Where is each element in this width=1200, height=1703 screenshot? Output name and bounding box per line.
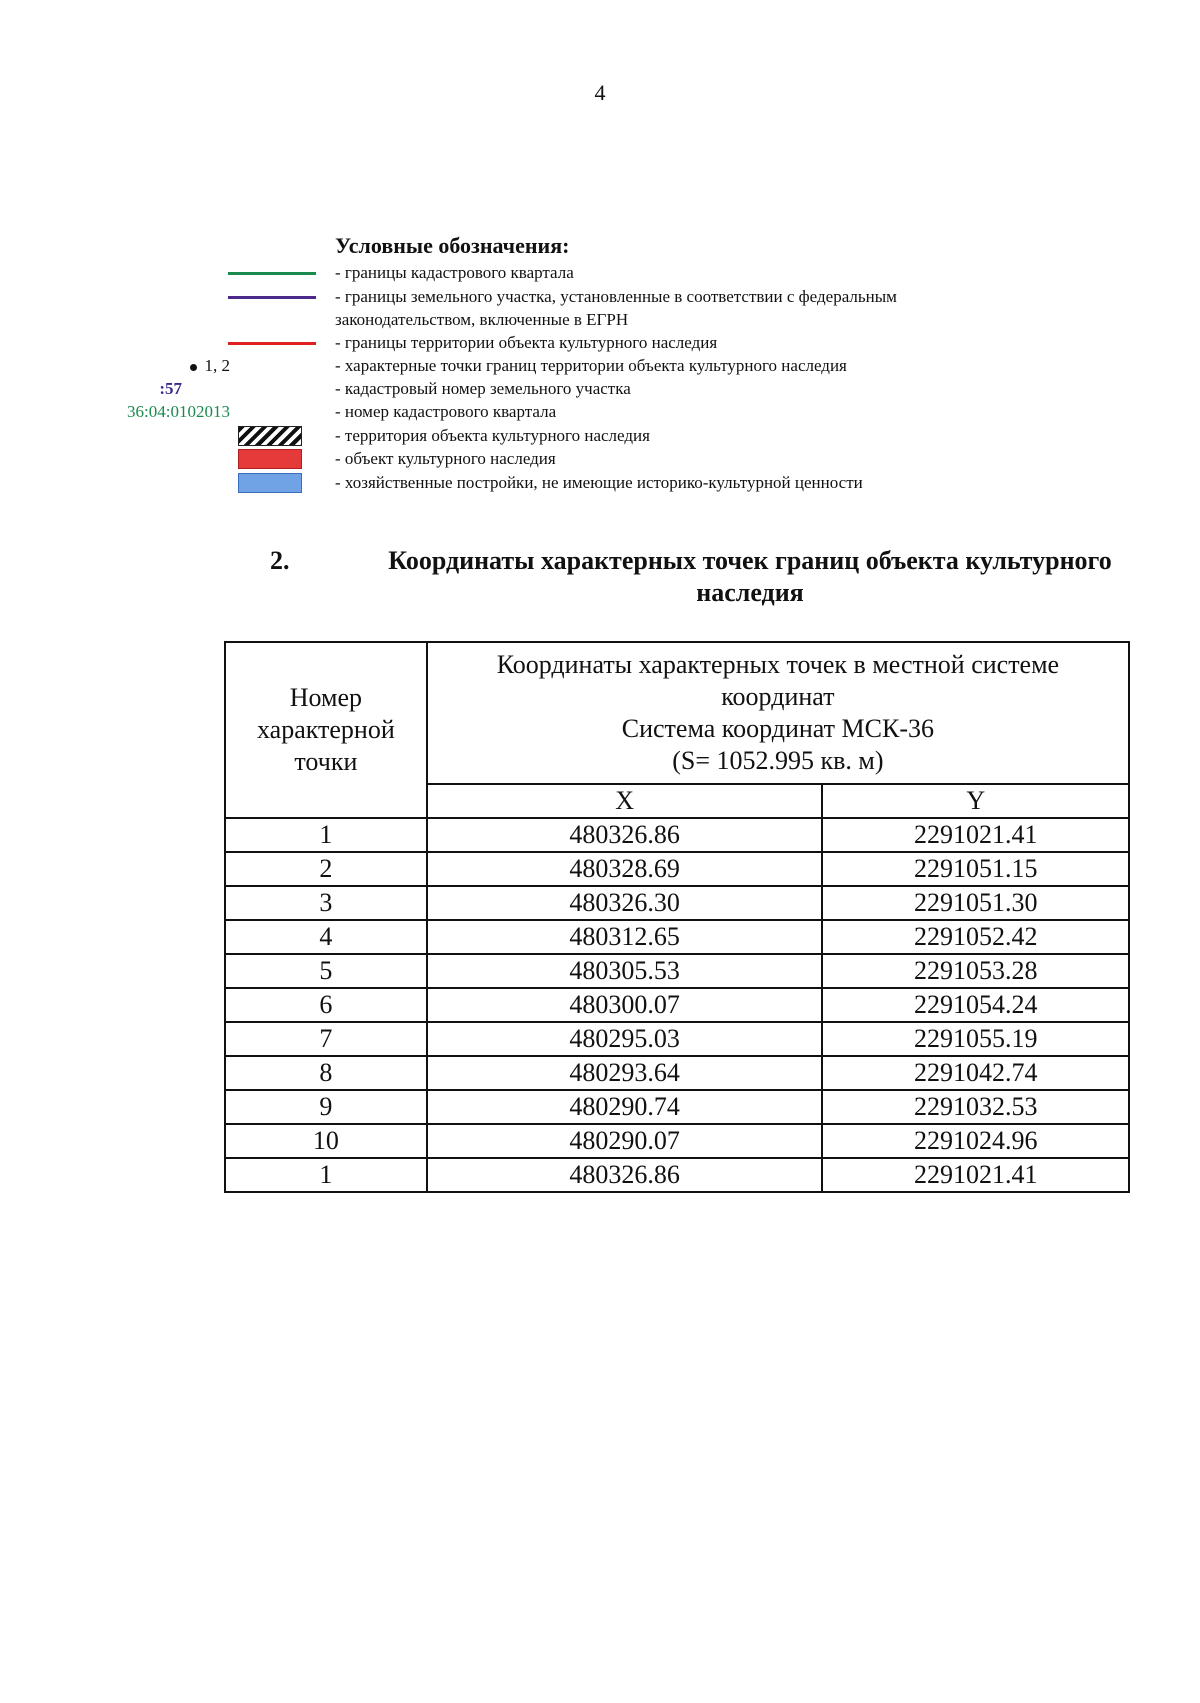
cell-y: 2291053.28 bbox=[822, 954, 1129, 988]
legend-item-quarter-number bbox=[0, 401, 1100, 425]
legend-text: - характерные точки границ территории объекта культурного наследия bbox=[335, 356, 847, 375]
legend-item-heritage-object bbox=[0, 448, 1100, 472]
cell-y: 2291021.41 bbox=[822, 1158, 1129, 1192]
quarter-number-symbol: 36:04:0102013 bbox=[127, 402, 230, 421]
legend-item-parcel-boundary-cont bbox=[0, 309, 1100, 333]
header-coordinates-line1: Координаты характерных точек в местной системе координат bbox=[496, 650, 1060, 711]
point-symbol bbox=[190, 355, 231, 377]
table-row bbox=[225, 886, 1129, 920]
legend-item-heritage-territory-boundary bbox=[0, 332, 1100, 356]
table-row bbox=[225, 920, 1129, 954]
table-row bbox=[225, 1158, 1129, 1192]
cell-x: 480290.74 bbox=[427, 1090, 823, 1124]
red-line-icon bbox=[228, 342, 316, 345]
header-point-number bbox=[225, 642, 427, 818]
cell-point: 7 bbox=[225, 1022, 427, 1056]
legend-item-characteristic-points bbox=[0, 355, 1100, 379]
cell-y: 2291042.74 bbox=[822, 1056, 1129, 1090]
legend-text: - границы кадастрового квартала bbox=[335, 263, 574, 282]
cell-point: 1 bbox=[225, 1158, 427, 1192]
legend-text: - хозяйственные постройки, не имеющие историко-культурной ценности bbox=[335, 473, 863, 492]
cell-y: 2291024.96 bbox=[822, 1124, 1129, 1158]
header-point-label: Номер характерной точки bbox=[257, 683, 395, 776]
cell-point: 3 bbox=[225, 886, 427, 920]
cell-point: 8 bbox=[225, 1056, 427, 1090]
cell-y: 2291052.42 bbox=[822, 920, 1129, 954]
cell-x: 480312.65 bbox=[427, 920, 823, 954]
cell-x: 480326.86 bbox=[427, 1158, 823, 1192]
table-row bbox=[225, 1022, 1129, 1056]
red-box-icon bbox=[238, 449, 302, 469]
legend-item-heritage-territory bbox=[0, 425, 1100, 449]
point-symbol-label: 1, 2 bbox=[204, 356, 230, 375]
cell-point: 10 bbox=[225, 1124, 427, 1158]
legend-text: - кадастровый номер земельного участка bbox=[335, 379, 631, 398]
cell-x: 480295.03 bbox=[427, 1022, 823, 1056]
header-coordinates bbox=[427, 642, 1129, 784]
page-number: 4 bbox=[594, 80, 606, 105]
parcel-number-symbol: :57 bbox=[159, 379, 182, 398]
purple-line-icon bbox=[228, 296, 316, 299]
header-y: Y bbox=[822, 784, 1129, 818]
table-row bbox=[225, 1090, 1129, 1124]
header-coordinates-line3: (S= 1052.995 кв. м) bbox=[672, 746, 884, 775]
legend-item-parcel-number bbox=[0, 378, 1100, 402]
table-row bbox=[225, 852, 1129, 886]
blue-box-icon bbox=[238, 473, 302, 493]
coordinates-table bbox=[224, 641, 1130, 1193]
cell-y: 2291032.53 bbox=[822, 1090, 1129, 1124]
cell-y: 2291021.41 bbox=[822, 818, 1129, 852]
legend-text: - границы территории объекта культурного наследия bbox=[335, 333, 718, 352]
legend-item-parcel-boundary bbox=[0, 286, 1100, 310]
table-row bbox=[225, 1124, 1129, 1158]
cell-y: 2291055.19 bbox=[822, 1022, 1129, 1056]
section-title: Координаты характерных точек границ объекта культурного наследия bbox=[388, 546, 1112, 607]
legend-text: законодательством, включенные в ЕГРН bbox=[335, 310, 629, 329]
green-line-icon bbox=[228, 272, 316, 275]
cell-y: 2291051.15 bbox=[822, 852, 1129, 886]
cell-x: 480326.30 bbox=[427, 886, 823, 920]
cell-x: 480290.07 bbox=[427, 1124, 823, 1158]
section-number: 2. bbox=[270, 546, 290, 575]
header-coordinates-line2: Система координат МСК-36 bbox=[621, 714, 934, 743]
table-row bbox=[225, 988, 1129, 1022]
cell-x: 480300.07 bbox=[427, 988, 823, 1022]
cell-x: 480305.53 bbox=[427, 954, 823, 988]
cell-y: 2291051.30 bbox=[822, 886, 1129, 920]
cell-point: 2 bbox=[225, 852, 427, 886]
cell-y: 2291054.24 bbox=[822, 988, 1129, 1022]
hatch-box-icon bbox=[238, 426, 302, 446]
table-row bbox=[225, 818, 1129, 852]
cell-x: 480326.86 bbox=[427, 818, 823, 852]
cell-point: 9 bbox=[225, 1090, 427, 1124]
dot-icon bbox=[190, 364, 197, 371]
cell-point: 4 bbox=[225, 920, 427, 954]
cell-point: 6 bbox=[225, 988, 427, 1022]
cell-point: 5 bbox=[225, 954, 427, 988]
table-row bbox=[225, 1056, 1129, 1090]
legend-item-outbuildings bbox=[0, 472, 1100, 496]
legend-text: - территория объекта культурного наследия bbox=[335, 426, 650, 445]
cell-x: 480293.64 bbox=[427, 1056, 823, 1090]
cell-x: 480328.69 bbox=[427, 852, 823, 886]
legend-title: Условные обозначения: bbox=[335, 233, 570, 258]
legend-text: - номер кадастрового квартала bbox=[335, 402, 557, 421]
legend-text: - границы земельного участка, установленные в соответствии с федеральным bbox=[335, 287, 897, 306]
header-x: X bbox=[427, 784, 823, 818]
table-row bbox=[225, 954, 1129, 988]
legend-item-quarter-boundary bbox=[0, 262, 1100, 286]
cell-point: 1 bbox=[225, 818, 427, 852]
legend-text: - объект культурного наследия bbox=[335, 449, 556, 468]
